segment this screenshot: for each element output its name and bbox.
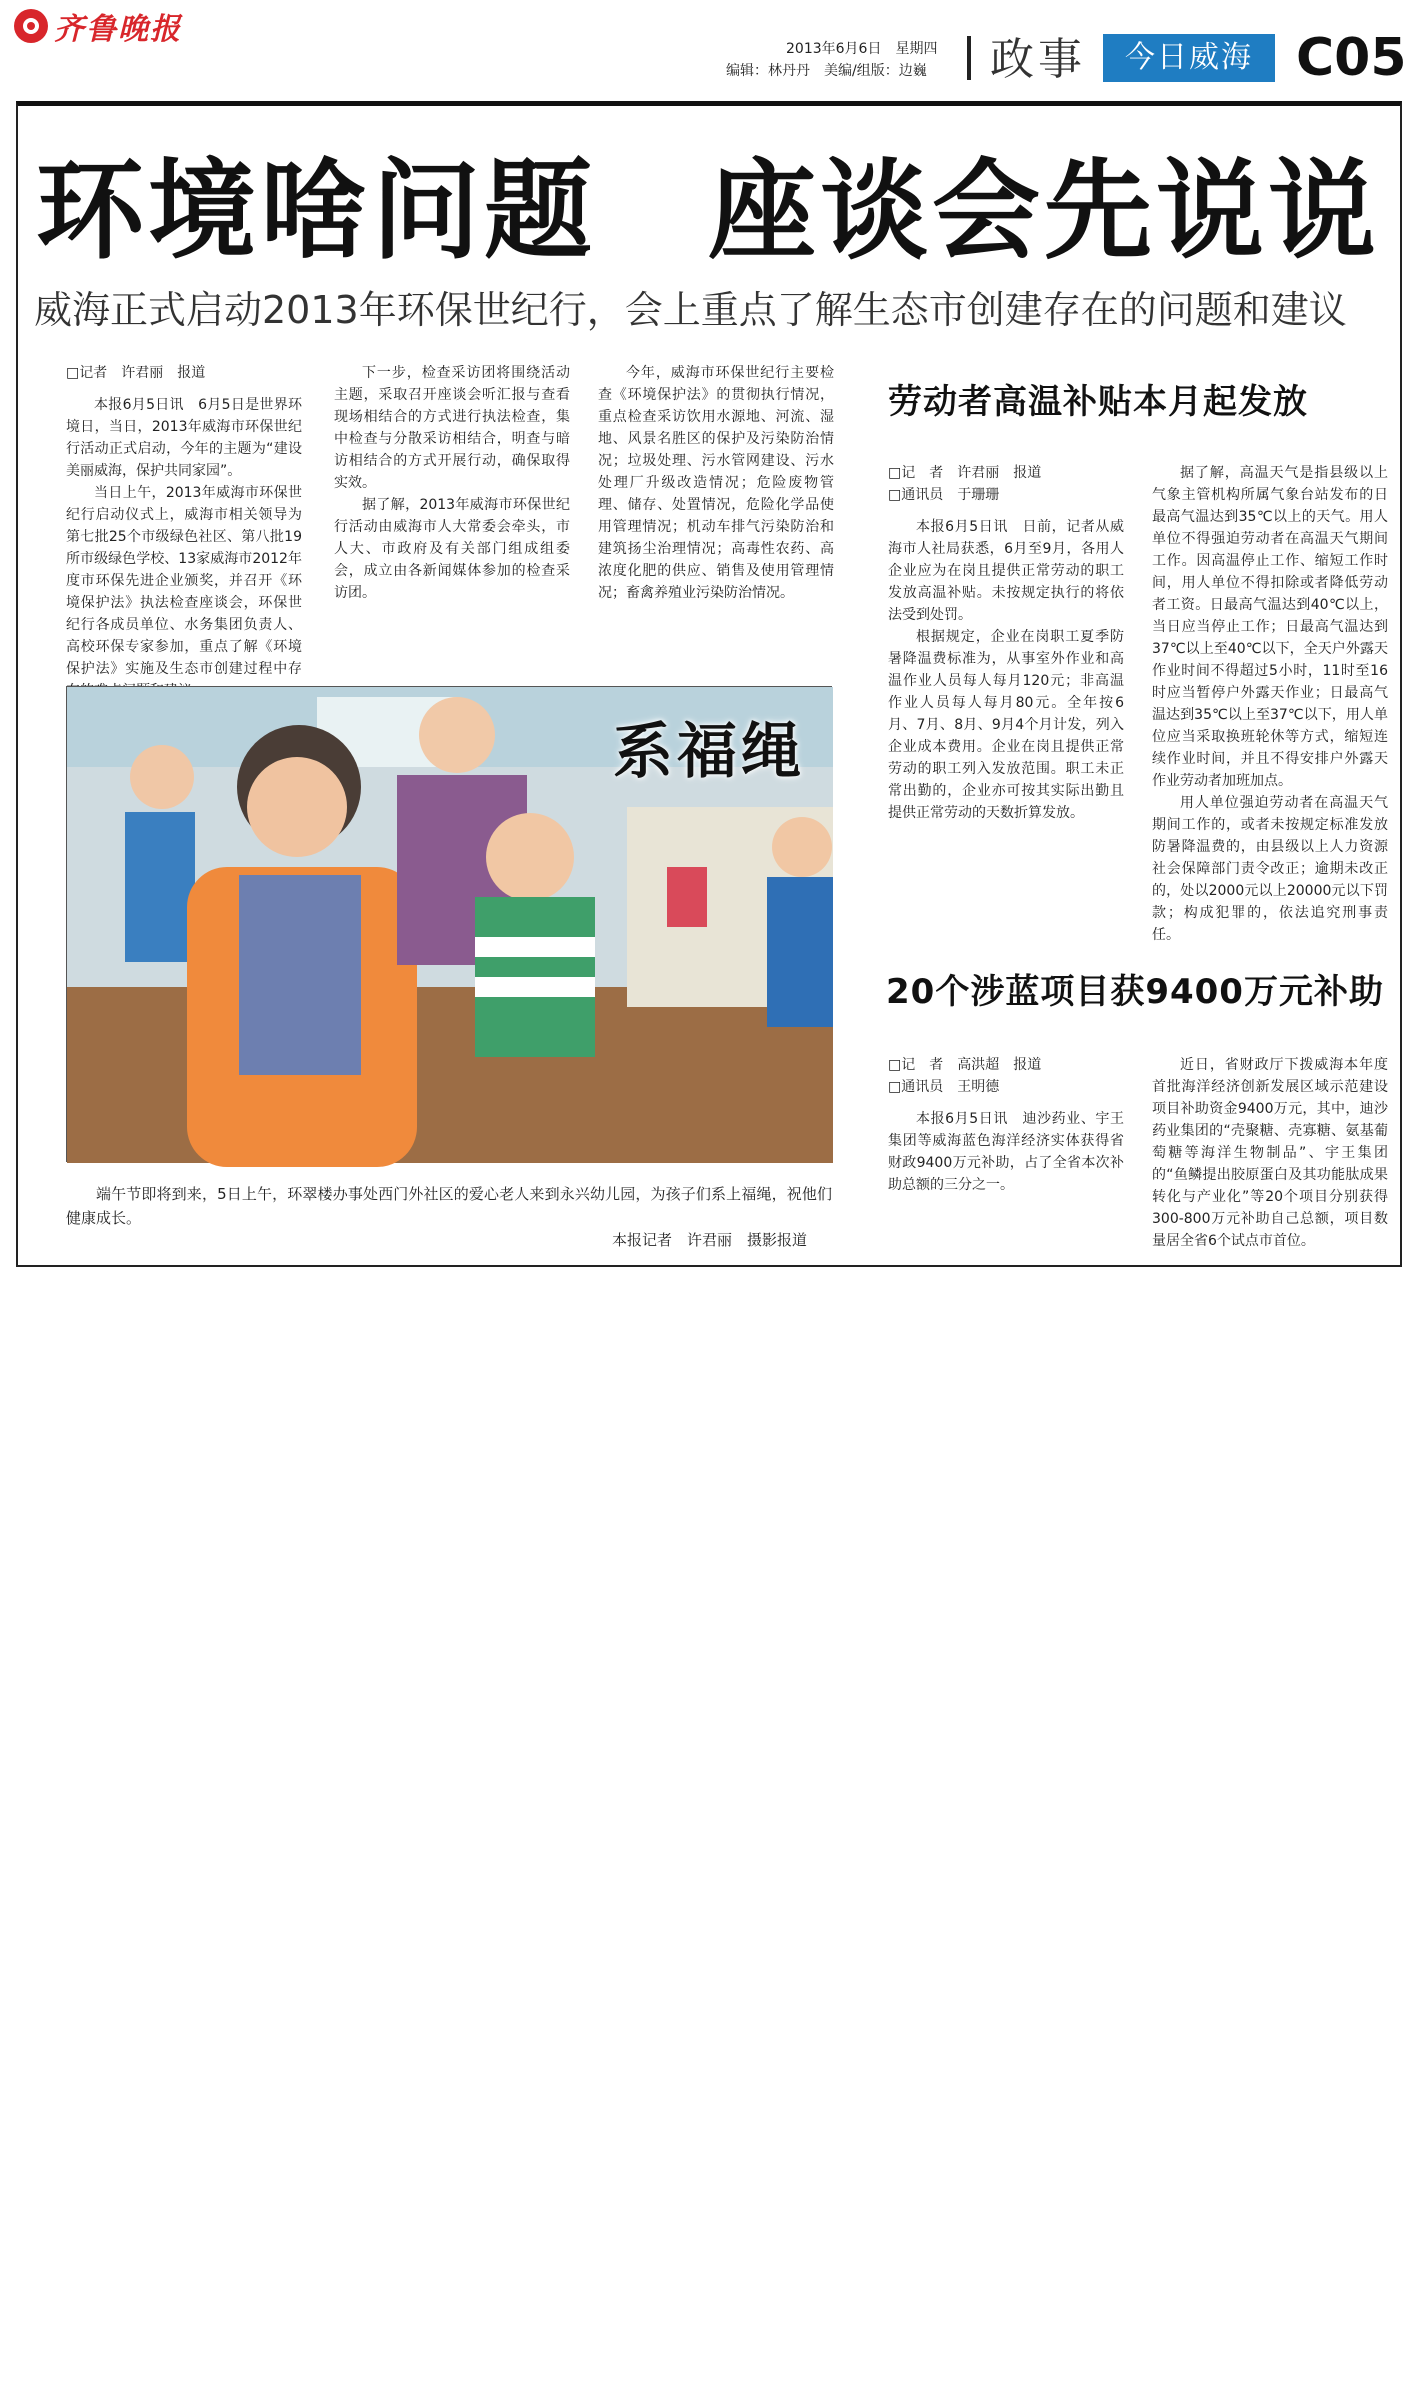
lead-byline: □记者 许君丽 报道 xyxy=(66,365,206,381)
blue-byline-correspondent: □通讯员 王明德 xyxy=(888,1079,1000,1095)
lead-column-3 xyxy=(598,362,834,662)
header-divider xyxy=(967,36,971,80)
editors-line: 编辑：林丹丹 美编/组版：边巍 xyxy=(726,63,927,79)
lead-paragraph: 今年，威海市环保世纪行主要检查《环境保护法》的贯彻执行情况，重点检查采访饮用水源地、河流、湿地、风景名胜区的保护及污染防治情况；垃圾处理、污水管网建设、污水处理厂升级改造情况；危险废物管理、储存、处置情况，危险化学品使用管理情况；机动车排气污染防治和建筑扬尘治理情况；高毒性农药、高浓度化肥的供应、销售及使用管理情况；畜禽养殖业污染防治情况。 xyxy=(598,365,834,601)
heat-column-1 xyxy=(888,462,1124,922)
lead-headline: 环境啥问题 座谈会先说说 xyxy=(36,149,1381,274)
heat-byline-reporter: □记 者 许君丽 报道 xyxy=(888,465,1042,481)
lead-column-1 xyxy=(66,362,302,677)
heat-paragraph: 据了解，高温天气是指县级以上气象主管机构所属气象台站发布的日最高气温达到35℃以上的天气。用人单位不得强迫劳动者在高温天气期间工作。因高温停止工作、缩短工作时间，用人单位不得扣除或者降低劳动者工资。日最高气温达到40℃以上，当日应当停止工作；日最高气温达到37℃以上至40℃以下，全天户外露天作业时间不得超过5小时，11时至16时应当暂停户外露天作业；日最高气温达到35℃以上至37℃以下，用人单位应当采取换班轮休等方式，缩短连续作业时间，并且不得安排户外露天作业劳动者加班加点。 xyxy=(1152,465,1388,789)
logo-emblem-icon xyxy=(14,9,48,43)
lead-paragraph: 本报6月5日讯 6月5日是世界环境日，当日，2013年威海市环保世纪行活动正式启动，今年的主题为“建设美丽威海，保护共同家园”。 xyxy=(66,397,302,479)
lead-paragraph: 当日上午，2013年威海市环保世纪行启动仪式上，威海市相关领导为第七批25个市级绿色社区、第八批19所市级绿色学校、13家威海市2012年度市环保先进企业颁奖，并召开《环境保护法》执法检查座谈会，环保世纪行各成员单位、水务集团负责人、高校环保专家参加，重点了解《环境保护法》实施及生态市创建过程中存 xyxy=(66,485,302,677)
page-number: C05 xyxy=(1296,28,1407,88)
lead-column-2 xyxy=(334,362,570,662)
blue-paragraph: 近日，省财政厅下拨威海本年度首批海洋经济创新发展区域示范建设项目补助资金9400万元，其中，迪沙药业集团的“壳聚糖、壳寡糖、氨基葡萄糖等海洋生物制品”、宇王集团的“鱼鳞提出胶原蛋白及其功能肽成果转化与产业化”等20个项目分别获得300-800万元补助自己总额，项目数量居全省6个试点市首位。 xyxy=(1152,1057,1388,1249)
heat-story-title: 劳动者高温补贴本月起发放 xyxy=(888,382,1308,422)
logo-text: 齐鲁晚报 xyxy=(54,12,182,47)
heat-column-2 xyxy=(1152,462,1388,943)
blue-column-1 xyxy=(888,1054,1124,1254)
section-tag: 今日威海 xyxy=(1103,34,1275,82)
photo-title: 系福绳 xyxy=(613,717,805,787)
date-line: 2013年6月6日 星期四 xyxy=(786,41,938,57)
heat-byline-correspondent: □通讯员 于珊珊 xyxy=(888,487,1000,503)
blue-paragraph: 本报6月5日讯 迪沙药业、宇王集团等威海蓝色海洋经济实体获得省财政9400万元补助，占了全省本次补助总额的三分之一。 xyxy=(888,1111,1124,1193)
section-name: 政事 xyxy=(990,34,1086,85)
news-photo xyxy=(66,686,832,1162)
blue-byline-reporter: □记 者 高洪超 报道 xyxy=(888,1057,1042,1073)
lead-paragraph: 据了解，2013年威海市环保世纪行活动由威海市人大常委会牵头，市人大、市政府及有关部门组成组委会，成立由各新闻媒体参加的检查采访团。 xyxy=(334,497,570,601)
photo-caption: 端午节即将到来，5日上午，环翠楼办事处西门外社区的爱心老人来到永兴幼儿园，为孩子们系上福绳，祝他们健康成长。 xyxy=(66,1185,832,1227)
heat-paragraph: 用人单位强迫劳动者在高温天气期间工作的，或者未按规定标准发放防暑降温费的，由县级以上人力资源社会保障部门责令改正；逾期未改正的，处以2000元以上20000元以下罚款；构成犯罪的，依法追究刑事责任。 xyxy=(1152,795,1388,943)
newspaper-logo xyxy=(14,6,182,46)
heat-paragraph: 根据规定，企业在岗职工夏季防暑降温费标准为，从事室外作业和高温作业人员每人每月120元；非高温作业人员每人每月80元。全年按6月、7月、8月、9月4个月计发，列入企业成本费用。企业在岗且提供正常劳动的职工列入发放范围。职工未正常出勤的，企业亦可按其实际出勤且提供正常劳动的天数折算发放。 xyxy=(888,629,1124,821)
heat-paragraph: 本报6月5日讯 日前，记者从威海市人社局获悉，6月至9月，各用人企业应为在岗且提供正常劳动的职工发放高温补贴。未按规定执行的将依法受到处罚。 xyxy=(888,519,1124,623)
blue-story-title: 20个涉蓝项目获9400万元补助 xyxy=(886,972,1384,1012)
lead-subheadline: 威海正式启动2013年环保世纪行，会上重点了解生态市创建存在的问题和建议 xyxy=(34,288,1347,332)
photo-credit: 本报记者 许君丽 摄影报道 xyxy=(612,1231,808,1249)
blue-column-2 xyxy=(1152,1054,1388,1254)
lead-paragraph: 下一步，检查采访团将围绕活动主题，采取召开座谈会听汇报与查看现场相结合的方式进行执法检查，集中检查与分散采访相结合，明查与暗访相结合的方式开展行动，确保取得实效。 xyxy=(334,365,570,491)
